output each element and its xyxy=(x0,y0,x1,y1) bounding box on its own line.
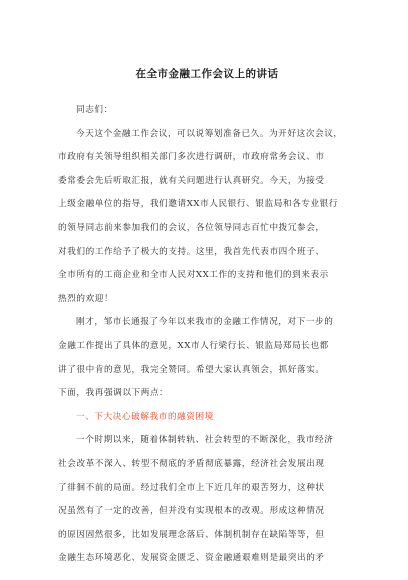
paragraph-line: 社会改革不深入、转型不彻底的矛盾彻底暴露，经济社会发展出现 xyxy=(58,458,325,469)
paragraph-line: 市政府有关领导组织相关部门多次进行调研，市政府常务会议、市 xyxy=(58,152,325,163)
salutation: 同志们： xyxy=(76,105,113,115)
paragraph-line: 下面，我再强调以下两点： xyxy=(58,388,169,399)
document-title: 在全市金融工作会议上的讲话 xyxy=(135,68,279,80)
paragraph-line: 委常委会先后听取汇报，就有关问题进行认真研究。今天，为接受 xyxy=(58,175,325,186)
section-heading: 一、下大决心破解我市的融资困境 xyxy=(76,411,214,422)
paragraph-line: 一个时期以来，随着体制转轨、社会转型的不断深化，我市经济 xyxy=(76,435,334,446)
paragraph-line: 了徘徊不前的局面。经过我们全市上下近几年的艰苦努力，这种状 xyxy=(58,482,325,493)
paragraph-line: 讲了很中肯的意见，我完全赞同。希望大家认真领会，抓好落实。 xyxy=(58,364,325,375)
paragraph-line: 的领导同志前来参加我们的会议，各位领导同志百忙中拨冗参会， xyxy=(58,222,325,233)
paragraph-line: 金融工作提出了具体的意见，XX市人行梁行长、银监局郑局长也都 xyxy=(58,340,329,351)
paragraph-line: 刚才，邹市长通报了今年以来我市的金融工作情况，对下一步的 xyxy=(76,317,334,328)
paragraph-line: 热烈的欢迎！ xyxy=(58,293,114,304)
paragraph-line: 金融生态环境恶化、发展资金匮乏、资金融通艰难则是最突出的矛 xyxy=(58,553,325,564)
paragraph-line: 全市所有的工商企业和全市人民对XX工作的支持和他们的到来表示 xyxy=(58,270,329,281)
paragraph-line: 今天这个金融工作会议，可以说筹划准备已久。为开好这次会议， xyxy=(76,128,343,139)
paragraph-line: 的原因固然很多，比如发展理念落后、体制机制存在缺陷等等，但 xyxy=(58,529,325,540)
paragraph-line: 上级金融单位的指导，我们邀请XX市人民银行、银监局和各专业银行 xyxy=(58,199,339,210)
paragraph-line: 对我们的工作给予了极大的支持。这里，我首先代表市四个班子、 xyxy=(58,246,325,257)
paragraph-line: 况虽然有了一定的改善，但并没有实现根本的改观。形成这种情况 xyxy=(58,506,325,517)
